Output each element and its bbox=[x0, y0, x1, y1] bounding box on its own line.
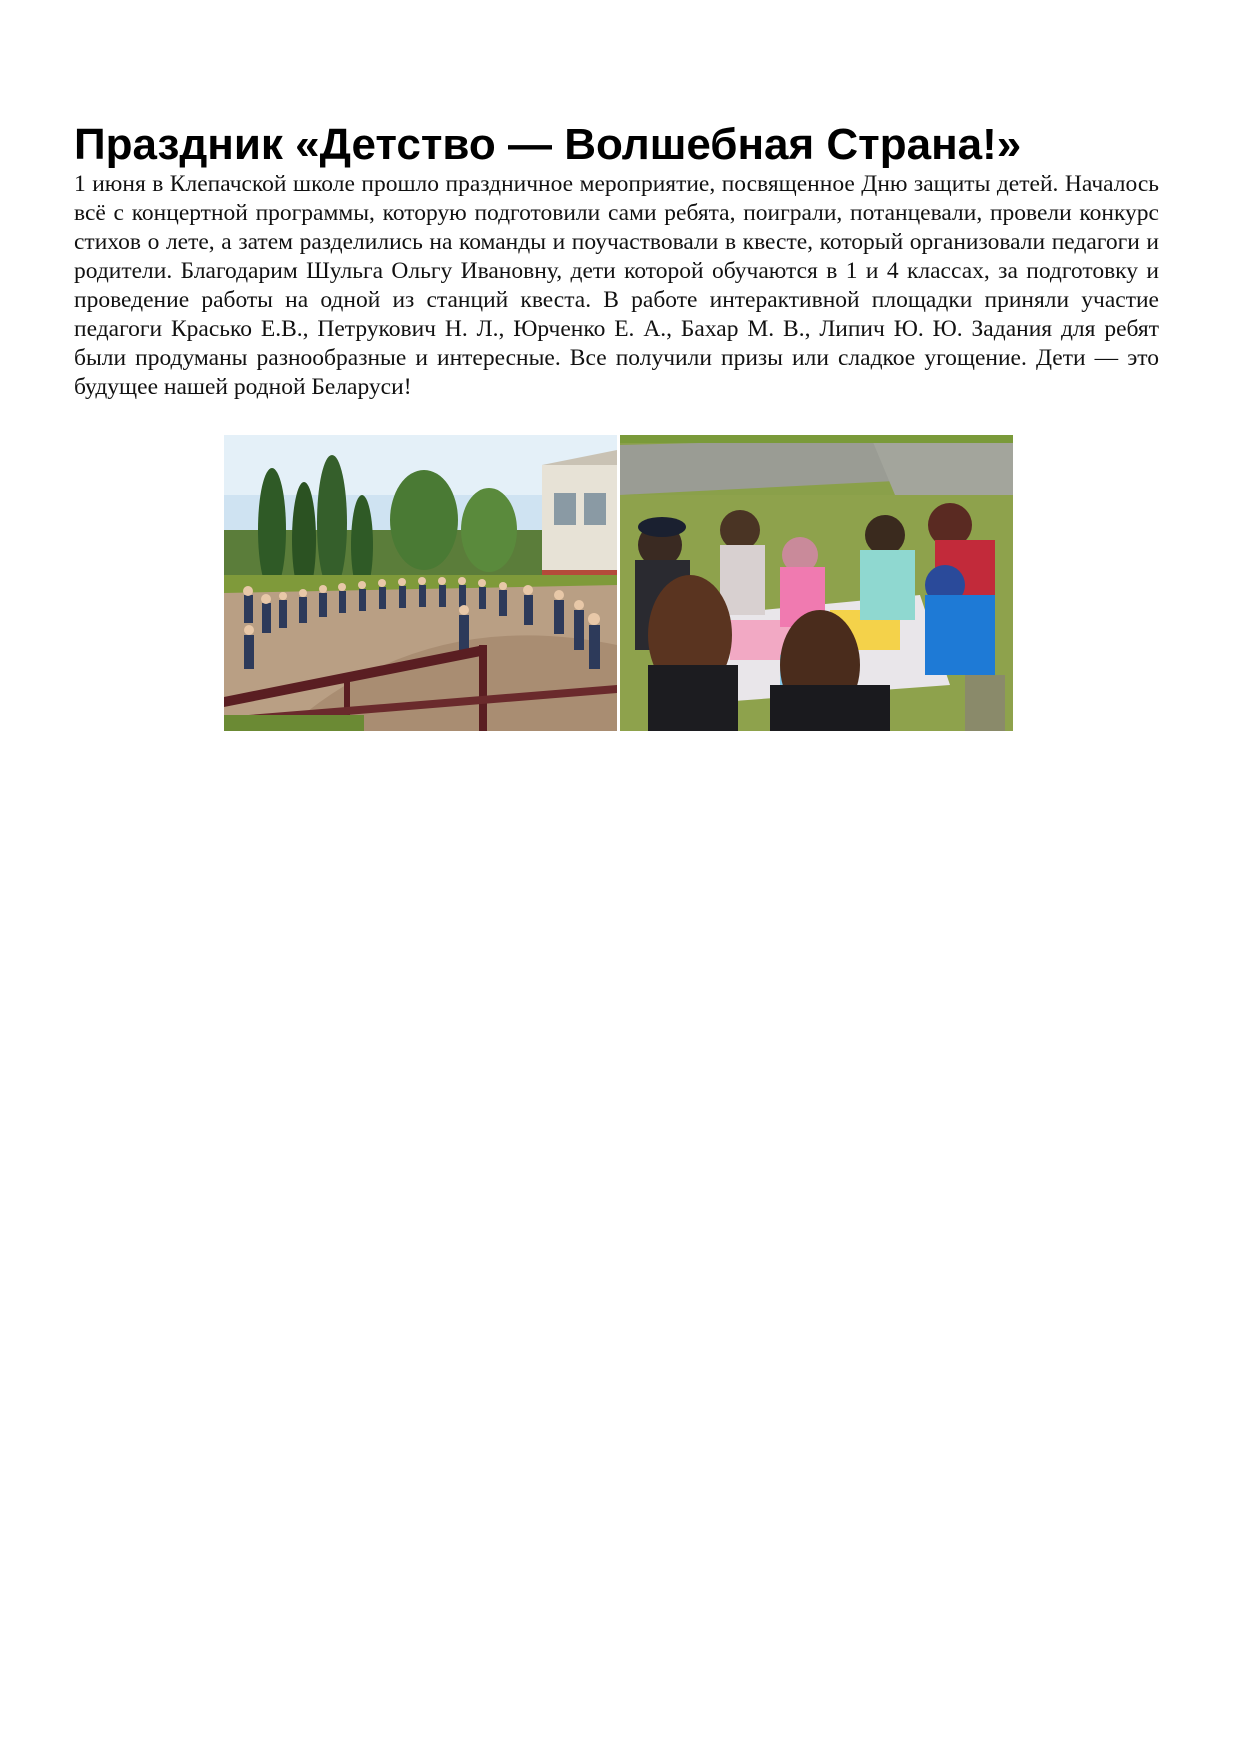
photo-children-circle bbox=[224, 435, 617, 731]
photo-collage bbox=[224, 435, 1013, 731]
article-title: Праздник «Детство — Волшебная Страна!» bbox=[74, 120, 1022, 169]
article-body: 1 июня в Клепачской школе прошло праздничное мероприятие, посвященное Дню защиты детей. Началось всё с концертной программы, которую подготовили сами ребята, поиграли, потанцевали, провели конкурс стихов о лете, а затем разделились на команды и поучаствовали в квесте, который организовали педагоги и родители. Благодарим Шульга Ольгу Ивановну, дети которой обучаются в 1 и 4 классах, за подготовку и проведение работы на одной из станций квеста. В работе интерактивной площадки приняли участие педагоги Красько Е.В., Петрукович Н. Л., Юрченко Е. А., Бахар М. В., Липич Ю. Ю. Задания для ребят были продуманы разнообразные и интересные. Все получили призы или сладкое угощение. Дети — это будущее нашей родной Беларуси! bbox=[74, 171, 1159, 400]
photo-children-table bbox=[620, 435, 1013, 731]
